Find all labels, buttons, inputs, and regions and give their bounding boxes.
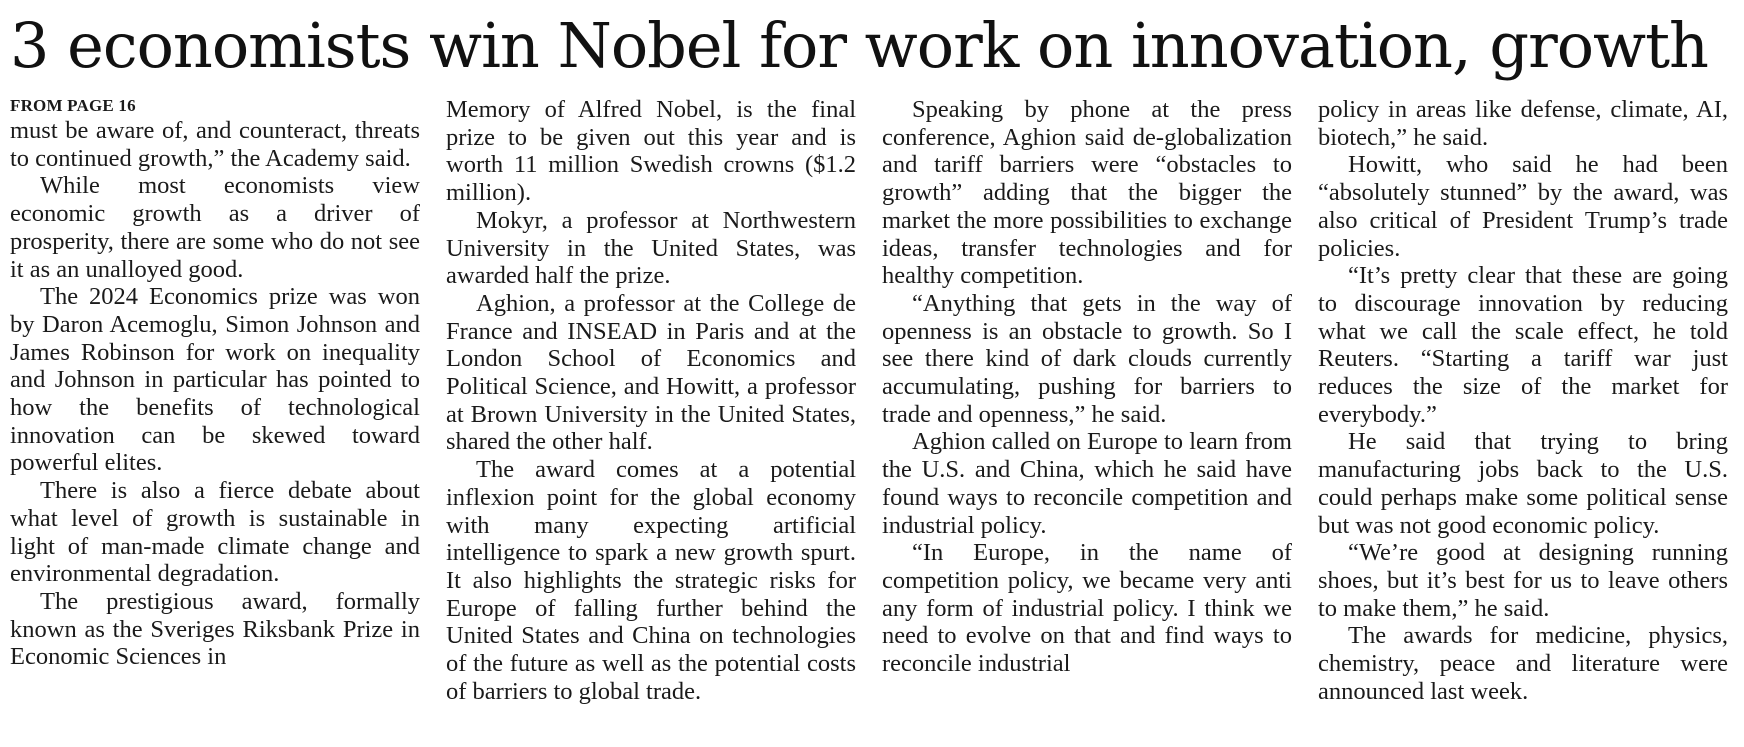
paragraph: Speaking by phone at the press conference, Aghion said de-globalization and tariff barriers were “obstacles to growth” adding that the bigger the market the more possibilities to exchange ideas, transfer technologies and for healthy competition. (882, 96, 1292, 290)
paragraph: Memory of Alfred Nobel, is the final prize to be given out this year and is worth 11 million Swedish crowns ($1.2 million). (446, 96, 856, 207)
paragraph: The 2024 Economics prize was won by Daron Acemoglu, Simon Johnson and James Robinson for work on inequality and Johnson in particular has pointed to how the benefits of technological innovation can be skewed toward powerful elites. (10, 283, 420, 477)
paragraph: The prestigious award, formally known as the Sveriges Riksbank Prize in Economic Sciences in (10, 587, 420, 671)
paragraph: Howitt, who said he had been “absolutely stunned” by the award, was also critical of President Trump’s trade policies. (1318, 151, 1728, 262)
column-3 (882, 96, 1292, 741)
paragraph: policy in areas like defense, climate, AI, biotech,” he said. (1318, 96, 1728, 151)
headline: 3 economists win Nobel for work on innovation, growth (10, 9, 1708, 82)
jump-line: FROM PAGE 16 (10, 96, 136, 115)
paragraph: “We’re good at designing running shoes, but it’s best for us to leave others to make them,” he said. (1318, 539, 1728, 622)
paragraph: The awards for medicine, physics, chemistry, peace and literature were announced last week. (1318, 622, 1728, 705)
paragraph: There is also a fierce debate about what level of growth is sustainable in light of man-made climate change and environmental degradation. (10, 477, 420, 588)
paragraph: The award comes at a potential inflexion point for the global economy with many expecting artificial intelligence to spark a new growth spurt. It also highlights the strategic risks for Europe of falling further behind the United States and China on technologies of the future as well as the potential costs of barriers to global trade. (446, 456, 856, 705)
paragraph: “It’s pretty clear that these are going to discourage innovation by reducing what we call the scale effect, he told Reuters. “Starting a tariff war just reduces the size of the market for everybody.” (1318, 262, 1728, 428)
paragraph: He said that trying to bring manufacturing jobs back to the U.S. could perhaps make some political sense but was not good economic policy. (1318, 428, 1728, 539)
paragraph: Aghion called on Europe to learn from the U.S. and China, which he said have found ways to reconcile competition and industrial policy. (882, 428, 1292, 539)
paragraph: “In Europe, in the name of competition policy, we became very anti any form of industrial policy. I think we need to evolve on that and find ways to reconcile industrial (882, 539, 1292, 678)
column-1 (10, 96, 420, 741)
column-2 (446, 96, 856, 741)
article-columns (10, 96, 1730, 741)
paragraph: must be aware of, and counteract, threats to continued growth,” the Academy said. (10, 117, 420, 172)
paragraph: Mokyr, a professor at Northwestern University in the United States, was awarded half the prize. (446, 206, 856, 290)
column-4 (1318, 96, 1728, 741)
paragraph: “Anything that gets in the way of openness is an obstacle to growth. So I see there kind of dark clouds currently accumulating, pushing for barriers to trade and openness,” he said. (882, 289, 1292, 428)
paragraph: While most economists view economic growth as a driver of prosperity, there are some who do not see it as an unalloyed good. (10, 172, 420, 283)
paragraph: Aghion, a professor at the College de France and INSEAD in Paris and at the London School of Economics and Political Science, and Howitt, a professor at Brown University in the United States, shared the other half. (446, 289, 856, 456)
